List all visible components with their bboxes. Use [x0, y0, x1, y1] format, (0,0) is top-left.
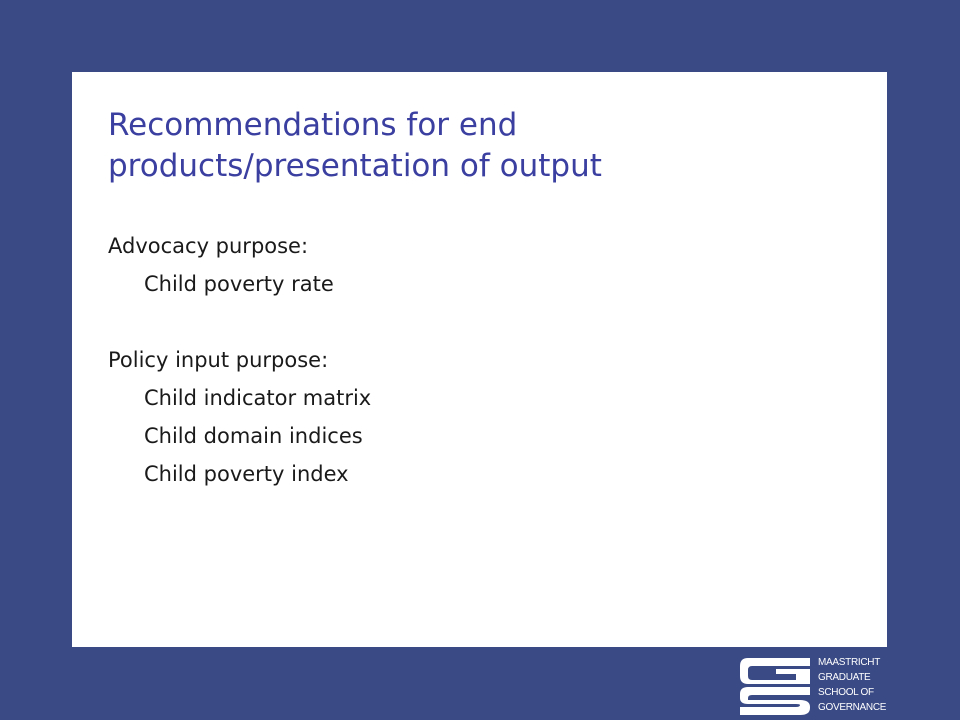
logo-line: SCHOOL OF: [818, 687, 874, 698]
slide-body: [108, 227, 848, 493]
slide-panel: [72, 72, 887, 647]
logo-wordmark: [818, 655, 898, 715]
list-item: Child poverty index: [144, 462, 349, 486]
logo-line: GRADUATE: [818, 672, 871, 683]
list-item: Child domain indices: [144, 424, 363, 448]
list-item: Child indicator matrix: [144, 386, 372, 410]
section-spacer: [108, 303, 848, 341]
slide-title: [108, 105, 848, 187]
slide-title-line-1: Recommendations for end: [108, 107, 518, 143]
logo-line: GOVERNANCE: [818, 702, 887, 713]
logo-line: MAASTRICHT: [818, 657, 881, 668]
maastricht-graduate-school-logo: [738, 654, 898, 716]
section-heading-policy-input: Policy input purpose:: [108, 348, 329, 372]
gs-logo-icon: [738, 654, 816, 716]
slide-title-line-2: products/presentation of output: [108, 148, 602, 184]
list-item: Child poverty rate: [144, 272, 334, 296]
section-heading-advocacy: Advocacy purpose:: [108, 234, 309, 258]
